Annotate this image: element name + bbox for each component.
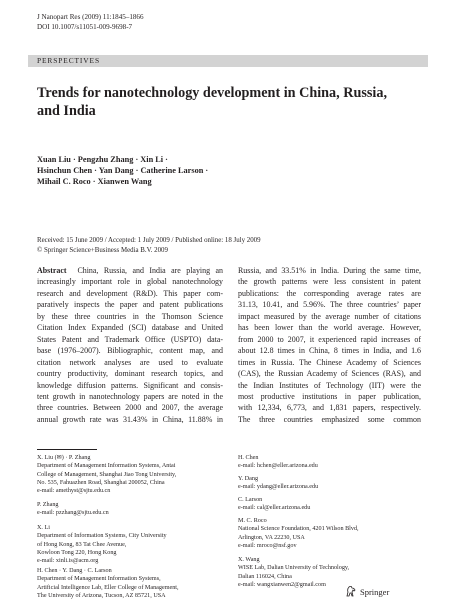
abstract-line: base (1976–2007). Bibliographic, content map, and <box>37 346 223 356</box>
affiliation-line: e-mail: xinli.is@acm.org <box>37 558 99 565</box>
affiliation-line: WISE Lab, Dalian University of Technology, <box>238 565 350 572</box>
copyright: © Springer Science+Business Media B.V. 2009 <box>37 246 168 254</box>
history-dates: Received: 15 June 2009 / Accepted: 1 July 2009 / Published online: 18 July 2009 <box>37 237 261 244</box>
affiliation-line: e-mail: ydang@eller.arizona.edu <box>238 484 319 491</box>
abstract-line: paratively inspects the paper and patent publications <box>37 300 223 310</box>
affiliation-line: Y. Dang <box>238 476 259 482</box>
affiliation-line: e-mail: pzzhang@sjtu.edu.cn <box>37 510 109 517</box>
abstract-line: The three countries emphasized some common <box>238 414 421 424</box>
abstract-line: country productivity, dominant research topics, and <box>37 369 223 379</box>
springer-horse-icon <box>345 586 357 597</box>
affiliation-block <box>37 501 109 518</box>
affiliation-line: of Hong Kong, 83 Tat Chee Avenue, <box>37 541 127 548</box>
affiliation-block <box>37 524 167 566</box>
abstract-line: increasingly important role in global nanotechnology <box>37 277 223 287</box>
abstract-line: States Patent and Trademark Office (USPTO) data- <box>37 334 223 344</box>
journal-citation: J Nanopart Res (2009) 11:1845–1866 <box>37 13 144 21</box>
affiliation-line: X. Li <box>37 525 50 531</box>
section-band <box>28 55 428 67</box>
footnote-rule <box>37 449 97 450</box>
affiliation-line: The University of Arizona, Tucson, AZ 85721, USA <box>37 593 166 600</box>
affiliation-line: H. Chen <box>238 455 259 461</box>
abstract-line: by these three countries in the Thomson Science <box>37 311 223 321</box>
affiliation-block <box>238 496 310 513</box>
publisher-logo <box>345 586 389 597</box>
affiliation-block <box>238 517 359 550</box>
abstract-line: the growth patterns were less consistent in patent <box>238 277 421 287</box>
abstract-line: times in Russia. The Chinese Academy of Sciences <box>238 357 421 367</box>
affiliation-line: Arlington, VA 22230, USA <box>238 534 305 541</box>
affiliation-block <box>37 454 176 496</box>
abstract-heading: Abstract <box>37 266 67 275</box>
doi: DOI 10.1007/s11051-009-9698-7 <box>37 23 133 31</box>
author-line: Mihail C. Roco · Xianwen Wang <box>37 177 152 186</box>
author-line: Hsinchun Chen · Yan Dang · Catherine Larson · <box>37 166 209 175</box>
affiliation-line: e-mail: wangxianwen2@gmail.com <box>238 582 326 589</box>
abstract-left-column <box>37 265 223 425</box>
publication-dates <box>37 236 437 255</box>
abstract-line: citation network analyses are used to evaluate <box>37 357 223 367</box>
abstract-line: Citation Index Expanded (SCI) database and United <box>37 323 223 333</box>
affiliation-line: e-mail: mroco@nsf.gov <box>238 543 297 550</box>
affiliation-line: e-mail: cal@eller.arizona.edu <box>238 505 311 512</box>
affiliation-line: Kowloon Tong 220, Hong Kong <box>37 550 117 557</box>
affiliation-block <box>37 567 179 600</box>
affiliation-line: Artificial Intelligence Lab, Eller College of Management, <box>37 584 179 591</box>
abstract-line: the Indian Institutes of Technology (IIT) were the <box>238 380 421 390</box>
abstract-line: from 2000 to 2007, it experienced rapid increases of <box>238 334 421 344</box>
author-list <box>37 154 337 187</box>
affiliation-line: e-mail: hchen@eller.arizona.edu <box>238 463 318 470</box>
affiliation-line: X. Liu (✉) · P. Zhang <box>37 455 91 461</box>
affiliations-right <box>238 454 428 589</box>
abstract-line <box>37 265 223 276</box>
abstract-line: research and development (R&D). This paper com- <box>37 288 223 298</box>
affiliation-line: Dalian 116024, China <box>238 573 292 580</box>
abstract-line: knowledge diffusion patterns. Significant and consis- <box>37 380 223 390</box>
abstract-line: most productive institutions in paper publication, <box>238 391 421 401</box>
abstract-line: (CAS), the Russian Academy of Sciences (RAS), and <box>238 369 421 379</box>
affiliation-block <box>238 454 318 471</box>
abstract-line: with 12,334, 6,773, and 1,831 papers, respectively. <box>238 403 421 413</box>
abstract-line: annual growth rate was 31.43% in China, 11.88% in <box>37 414 223 424</box>
publisher-name: Springer <box>360 586 390 597</box>
title-line: and India <box>37 102 96 119</box>
abstract-line: three countries. Between 2000 and 2007, the average <box>37 403 223 413</box>
abstract-line: tent growth in nanotechnology papers are noted in the <box>37 391 223 401</box>
affiliation-line: H. Chen · Y. Dang · C. Larson <box>37 568 112 574</box>
affiliation-line: P. Zhang <box>37 502 59 508</box>
affiliation-line: College of Management, Shanghai Jiao Tong University, <box>37 471 177 478</box>
affiliation-line: National Science Foundation, 4201 Wilson Blvd, <box>238 526 359 533</box>
abstract-text: China, Russia, and India are playing an <box>77 266 224 275</box>
abstract-right-column <box>238 265 421 425</box>
abstract-line: Russia, and 33.51% in India. During the same time, <box>238 266 421 275</box>
affiliation-line: e-mail: amethyst@sjtu.edu.cn <box>37 488 111 495</box>
section-label: PERSPECTIVES <box>37 56 100 65</box>
abstract-line: publications: the corresponding average rates are <box>238 288 421 298</box>
affiliation-line: Department of Management Information Systems, <box>37 576 161 583</box>
affiliation-block <box>238 556 349 589</box>
abstract-line: impact measured by the average number of citations <box>238 311 421 321</box>
affiliation-line: Department of Management Information Systems, Antai <box>37 463 176 470</box>
affiliation-line: C. Larson <box>238 497 263 503</box>
abstract-line: about 12.8 times in China, 8 times in India, and 1.6 <box>238 346 421 356</box>
abstract-line: 31.13, 10.41, and 5.96%. The three countries’ paper <box>238 300 421 310</box>
title-line: Trends for nanotechnology development in China, Russia, <box>37 85 388 101</box>
affiliation-line: M. C. Roco <box>238 518 267 524</box>
affiliations-left <box>37 454 227 600</box>
paper-title <box>37 85 417 120</box>
abstract-line: has been lower than the world average. However, <box>238 323 421 333</box>
affiliation-line: No. 535, Fahuazhen Road, Shanghai 200052, China <box>37 480 165 487</box>
affiliation-line: X. Wang <box>238 557 260 563</box>
author-line: Xuan Liu · Pengzhu Zhang · Xin Li · <box>37 155 168 164</box>
affiliation-block <box>238 475 318 492</box>
journal-reference <box>37 12 144 32</box>
affiliation-line: Department of Information Systems, City University <box>37 533 167 540</box>
